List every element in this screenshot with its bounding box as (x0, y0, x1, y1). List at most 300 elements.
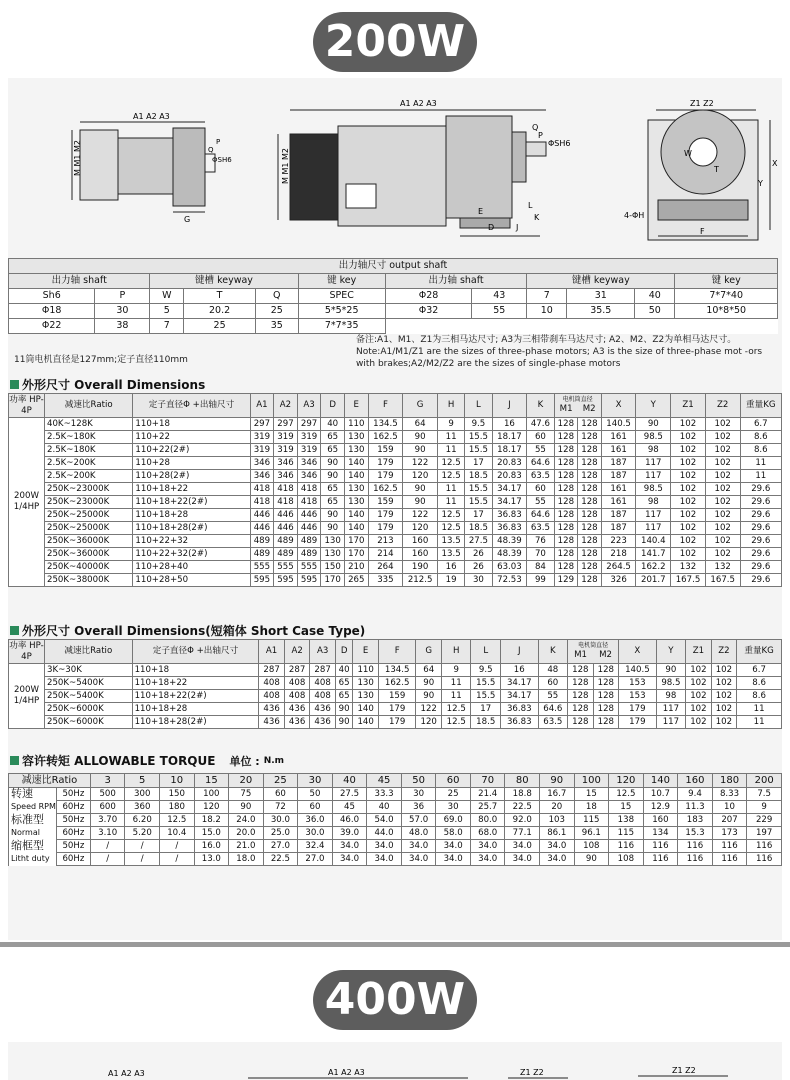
table-cell: 102 (686, 716, 712, 729)
table-cell: 13.5 (437, 548, 464, 561)
section-marker (10, 380, 19, 389)
ratio-col: 60 (436, 774, 471, 788)
table-cell: 161 (601, 444, 636, 457)
table-cell: 346 (297, 457, 321, 470)
table-cell: 15 (574, 788, 609, 801)
right-t-label: T (714, 165, 719, 174)
power-label: 200W 1/4HP (9, 418, 45, 587)
table-cell: 128 (578, 522, 602, 535)
table-cell: 16 (501, 664, 539, 677)
table-cell: 36.83 (492, 509, 527, 522)
table-cell: 418 (250, 496, 274, 509)
table-cell: 22.5 (505, 801, 540, 814)
header-col: E (344, 394, 368, 418)
table-cell: 102 (686, 690, 712, 703)
table-cell: 100 (194, 788, 229, 801)
table-cell: 18.5 (465, 522, 492, 535)
table-cell: 128 (593, 690, 619, 703)
m1-label: M1 (574, 650, 588, 660)
table-cell: 214 (368, 548, 403, 561)
table-cell: 128 (593, 664, 619, 677)
table-cell: 170 (321, 574, 345, 587)
table-cell: 130 (353, 677, 379, 690)
table-cell: 29.6 (740, 509, 781, 522)
table-row (9, 814, 782, 827)
table-cell: Φ18 (9, 304, 95, 319)
table-cell: 319 (250, 444, 274, 457)
power-badge-400w: 400W (313, 970, 477, 1030)
table-cell: 130 (344, 431, 368, 444)
table-cell: 30 (95, 304, 150, 319)
table-cell: W (150, 289, 184, 304)
table-cell: 150 (160, 788, 195, 801)
table-cell: 17 (465, 509, 492, 522)
table-cell: 65 (321, 483, 345, 496)
header-col: X (601, 394, 636, 418)
table-cell: 11 (737, 703, 782, 716)
table-cell: 75 (229, 788, 264, 801)
table-cell: 90 (321, 522, 345, 535)
motor-drawing-400w (8, 1062, 782, 1080)
table-cell: Sh6 (9, 289, 95, 304)
table-cell: 161 (601, 496, 636, 509)
table-cell: 140 (353, 703, 379, 716)
table-cell: 555 (250, 561, 274, 574)
table-cell: 17 (471, 703, 501, 716)
table-cell: 346 (250, 470, 274, 483)
table-cell: 65 (335, 690, 353, 703)
table-cell: 159 (368, 444, 403, 457)
table-cell: 179 (619, 703, 657, 716)
table-cell: 250K~38000K (45, 574, 133, 587)
table-row (9, 548, 782, 561)
table-cell: 40 (335, 664, 353, 677)
table-cell: 170 (344, 548, 368, 561)
table-cell: 179 (378, 703, 416, 716)
table-cell: 128 (554, 548, 578, 561)
table-cell: 34.0 (332, 840, 367, 853)
table-cell: 595 (274, 574, 298, 587)
table-cell: 110+22+32 (133, 535, 250, 548)
header-col: L (465, 394, 492, 418)
table-cell: 117 (636, 470, 671, 483)
table-cell: 34.0 (505, 840, 540, 853)
table-cell: Φ32 (385, 304, 471, 319)
table-cell: 12.5 (609, 788, 644, 801)
table-cell: 11 (437, 444, 464, 457)
table-cell: 54.0 (367, 814, 402, 827)
table-cell: 64 (403, 418, 438, 431)
mid-p-label: P (538, 131, 543, 140)
table-cell: 117 (636, 509, 671, 522)
table-cell: 436 (259, 703, 285, 716)
table-cell: 30 (401, 788, 436, 801)
table-cell: 72.53 (492, 574, 527, 587)
table-cell: 63.5 (527, 470, 554, 483)
table-cell: 141.7 (636, 548, 671, 561)
table-cell: 138 (609, 814, 644, 827)
table-cell: / (90, 853, 125, 866)
table-cell: 18 (574, 801, 609, 814)
table-cell: 128 (568, 703, 594, 716)
table-cell: 98.5 (636, 483, 671, 496)
table-cell: 319 (297, 444, 321, 457)
table-cell: 18.5 (471, 716, 501, 729)
table-cell: 45 (332, 801, 367, 814)
table-cell: 90 (403, 431, 438, 444)
right-h-label: 4-ΦH (624, 211, 645, 220)
table-cell: 18.17 (492, 431, 527, 444)
table-cell: 297 (274, 418, 298, 431)
table-cell: 140.5 (619, 664, 657, 677)
table-cell: P (95, 289, 150, 304)
table-cell: 32.4 (298, 840, 333, 853)
ratio-col: 80 (505, 774, 540, 788)
table-cell: 179 (368, 522, 403, 535)
table-cell: T (184, 289, 256, 304)
group-label: 标准型 (9, 814, 57, 827)
power-label: 200W 1/4HP (9, 664, 45, 729)
table-cell: 29.6 (740, 561, 781, 574)
table-cell: 34.17 (492, 483, 527, 496)
table-cell: 2.5K~180K (45, 444, 133, 457)
table-cell: 15.5 (465, 483, 492, 496)
table-cell: 34.0 (470, 840, 505, 853)
shaft-title: 出力轴尺寸 output shaft (9, 259, 778, 274)
table-cell: 36.83 (492, 522, 527, 535)
header-col: Y (636, 394, 671, 418)
table-cell: 418 (297, 483, 321, 496)
table-cell: 128 (578, 496, 602, 509)
table-cell: 120 (403, 470, 438, 483)
torque-title (10, 752, 284, 769)
power-badge-200w: 200W (313, 12, 477, 72)
table-cell: 555 (274, 561, 298, 574)
table-cell: Φ28 (385, 289, 471, 304)
section-marker (10, 756, 19, 765)
table-cell: 134.5 (378, 664, 416, 677)
table-cell: 34.0 (332, 853, 367, 866)
table-row (9, 664, 782, 677)
table-cell: 7*7*35 (298, 319, 385, 334)
table-cell: 34.0 (436, 840, 471, 853)
ratio-col: 160 (678, 774, 713, 788)
header-col: Z1 (671, 394, 706, 418)
bm-dims: A1 A2 A3 (328, 1068, 365, 1077)
table-cell: 29.6 (740, 483, 781, 496)
table-cell: 213 (368, 535, 403, 548)
table-cell: 110+28(2#) (133, 470, 250, 483)
table-cell: 3K~30K (45, 664, 133, 677)
table-cell: 27.5 (465, 535, 492, 548)
table-cell: 218 (601, 548, 636, 561)
table-cell: 167.5 (671, 574, 706, 587)
table-cell: 223 (601, 535, 636, 548)
table-cell: 128 (593, 677, 619, 690)
table-cell: 46.0 (332, 814, 367, 827)
table-cell: 34.0 (436, 853, 471, 866)
table-cell: 21.0 (229, 840, 264, 853)
table-cell: 13.0 (194, 853, 229, 866)
note-cn: 备注:A1、M1、Z1为三相马达尺寸; A3为三相带刹车马达尺寸; A2、M2、Z2为单相马达尺寸。 (356, 335, 737, 345)
table-cell: 102 (671, 431, 706, 444)
table-cell: 489 (274, 548, 298, 561)
table-row (9, 788, 782, 801)
table-cell: 102 (671, 496, 706, 509)
table-cell: 20.83 (492, 457, 527, 470)
table-cell: 98.5 (656, 677, 686, 690)
table-cell: 115 (574, 814, 609, 827)
table-cell: 65 (335, 677, 353, 690)
table-cell: 63.5 (538, 716, 568, 729)
table-cell: 210 (344, 561, 368, 574)
table-cell: 102 (711, 703, 737, 716)
header-col: K (527, 394, 554, 418)
hz-cell: 50Hz (56, 814, 90, 827)
table-cell: 116 (678, 840, 713, 853)
m2-label: M2 (599, 650, 613, 660)
table-row (9, 535, 782, 548)
table-cell: 102 (705, 509, 740, 522)
table-cell: 102 (711, 664, 737, 677)
table-cell: 128 (578, 444, 602, 457)
table-cell: 250K~6000K (45, 703, 133, 716)
table-cell: 34.17 (492, 496, 527, 509)
header-col: A2 (274, 394, 298, 418)
table-cell: 2.5K~180K (45, 431, 133, 444)
table-cell: 31 (567, 289, 635, 304)
table-cell: 128 (578, 418, 602, 431)
header-motor (568, 640, 619, 664)
table-cell: 36.83 (501, 703, 539, 716)
note-en: Note:A1/M1/Z1 are the sizes of three-phase motors; A3 is the size of three-phase mot -ors with brakes;A2/M2/Z2 are the sizes of single-phase motors (356, 347, 763, 369)
table-cell: 102 (671, 483, 706, 496)
table-cell: 436 (259, 716, 285, 729)
table-cell: 110+22+32(2#) (133, 548, 250, 561)
table-cell: 360 (125, 801, 160, 814)
table-row (9, 496, 782, 509)
table-cell: 128 (593, 703, 619, 716)
table-cell: 60 (298, 801, 333, 814)
table-cell: 43 (472, 289, 527, 304)
table-cell: 140.5 (601, 418, 636, 431)
table-cell: 34.0 (540, 853, 575, 866)
table-cell: 15.5 (471, 677, 501, 690)
header-col: Y (656, 640, 686, 664)
table-cell: 18.5 (465, 470, 492, 483)
motor-group-label: 电机筒直径 (578, 642, 609, 649)
table-cell: 128 (554, 535, 578, 548)
overall-dimensions-table (8, 393, 782, 587)
hz-cell: 50Hz (56, 788, 90, 801)
table-cell: 9.5 (465, 418, 492, 431)
table-cell: 12.5 (437, 470, 464, 483)
mid-dims-label: A1 A2 A3 (400, 99, 437, 108)
output-shaft-table (8, 258, 778, 334)
ratio-col: 100 (574, 774, 609, 788)
table-cell: 130 (353, 690, 379, 703)
table-cell: 128 (578, 483, 602, 496)
table-cell: 44.0 (367, 827, 402, 840)
table-cell: 102 (671, 470, 706, 483)
table-cell: 72 (263, 801, 298, 814)
table-cell: 10 (712, 801, 747, 814)
table-cell: 30 (465, 574, 492, 587)
table-cell: 96.1 (574, 827, 609, 840)
mid-k-label: K (534, 213, 540, 222)
table-cell: 187 (601, 509, 636, 522)
table-cell: 250K~23000K (45, 483, 133, 496)
table-cell: / (90, 840, 125, 853)
table-cell: 179 (368, 470, 403, 483)
table-cell: 55 (527, 444, 554, 457)
table-cell: 3.70 (90, 814, 125, 827)
header-col: H (441, 640, 471, 664)
table-cell: 102 (705, 522, 740, 535)
table-cell: 68.0 (470, 827, 505, 840)
table-cell: 436 (310, 716, 336, 729)
table-cell: 140.4 (636, 535, 671, 548)
table-cell: 65 (321, 496, 345, 509)
table-cell: 6.20 (125, 814, 160, 827)
table-row (9, 522, 782, 535)
table-cell: 116 (747, 840, 782, 853)
table-cell: 319 (297, 431, 321, 444)
table-cell: 162.5 (368, 483, 403, 496)
table-cell: 287 (259, 664, 285, 677)
table-cell: 250K~40000K (45, 561, 133, 574)
table-row (9, 431, 782, 444)
table-cell: 21.4 (470, 788, 505, 801)
table-cell: 446 (250, 509, 274, 522)
shaft-group: 键槽 keyway (527, 274, 675, 289)
table-cell: 60 (263, 788, 298, 801)
table-cell: 80.0 (470, 814, 505, 827)
table-cell: 110+18+28 (132, 703, 259, 716)
table-cell: 201.7 (636, 574, 671, 587)
table-cell: 11 (437, 431, 464, 444)
table-cell: 47.6 (527, 418, 554, 431)
table-cell: 29.6 (740, 496, 781, 509)
table-cell: 160 (403, 548, 438, 561)
table-cell: 134 (643, 827, 678, 840)
table-row (9, 703, 782, 716)
table-cell: 18.2 (194, 814, 229, 827)
table-row (9, 840, 782, 853)
torque-title-text: 容许转矩 ALLOWABLE TORQUE (22, 754, 216, 768)
table-cell: 110+28+40 (133, 561, 250, 574)
table-cell: 183 (678, 814, 713, 827)
table-cell: Q (256, 289, 299, 304)
group-label: Normal (9, 827, 57, 840)
table-cell: 9 (441, 664, 471, 677)
header-col: A3 (297, 394, 321, 418)
table-cell: 34.0 (505, 853, 540, 866)
header-col: A1 (259, 640, 285, 664)
table-row (9, 677, 782, 690)
table-cell: 102 (705, 483, 740, 496)
table-cell: 34.0 (540, 840, 575, 853)
header-col: F (368, 394, 403, 418)
table-cell: 134.5 (368, 418, 403, 431)
table-cell: 128 (554, 509, 578, 522)
table-cell: 265 (344, 574, 368, 587)
table-cell: 110+18+28 (133, 509, 250, 522)
table-cell: 11.3 (678, 801, 713, 814)
table-cell: 90 (403, 496, 438, 509)
table-cell: 6.7 (740, 418, 781, 431)
table-cell: 36.0 (298, 814, 333, 827)
table-cell: 34.17 (501, 677, 539, 690)
table-cell: 17 (465, 457, 492, 470)
table-cell: 50 (635, 304, 675, 319)
table-cell: 489 (297, 548, 321, 561)
table-cell: 128 (568, 677, 594, 690)
group-label: Litht duty (9, 853, 57, 866)
table-cell: 132 (671, 561, 706, 574)
table-cell: SPEC (298, 289, 385, 304)
table-cell: 110+18+22 (132, 677, 259, 690)
table-cell: 120 (416, 716, 442, 729)
table-cell: 8.33 (712, 788, 747, 801)
overall-title (10, 376, 205, 393)
table-cell: 108 (574, 840, 609, 853)
table-cell: 160 (403, 535, 438, 548)
table-cell: 110+18+22 (133, 483, 250, 496)
table-cell: 64.6 (527, 457, 554, 470)
table-cell: 595 (297, 574, 321, 587)
table-cell: 120 (403, 522, 438, 535)
table-cell: 110 (353, 664, 379, 677)
table-cell: 40K~128K (45, 418, 133, 431)
table-cell: 128 (568, 664, 594, 677)
table-cell: 25 (436, 788, 471, 801)
table-cell: 297 (250, 418, 274, 431)
table-cell: 90 (335, 716, 353, 729)
header-col: A2 (284, 640, 310, 664)
header-col: A3 (310, 640, 336, 664)
table-cell: 65 (321, 444, 345, 457)
table-cell: 11 (441, 677, 471, 690)
table-cell: 446 (297, 522, 321, 535)
table-cell: 40 (367, 801, 402, 814)
table-cell: 8.6 (737, 677, 782, 690)
table-cell: 90 (229, 801, 264, 814)
table-cell: 130 (344, 496, 368, 509)
table-cell: 102 (705, 444, 740, 457)
header-motor (554, 394, 601, 418)
table-cell: 11 (737, 716, 782, 729)
right-w-label: W (684, 149, 692, 158)
ratio-col: 30 (298, 774, 333, 788)
table-cell: 102 (711, 677, 737, 690)
table-cell: 130 (344, 444, 368, 457)
table-cell: 98 (636, 444, 671, 457)
right-x-label: X (772, 159, 778, 168)
hz-cell: 50Hz (56, 840, 90, 853)
table-cell: 436 (284, 716, 310, 729)
table-cell: 489 (250, 535, 274, 548)
table-cell: 90 (416, 677, 442, 690)
table-cell: 11 (740, 457, 781, 470)
table-cell: 18.8 (505, 788, 540, 801)
table-cell: 35 (256, 319, 299, 334)
section-marker (10, 626, 19, 635)
table-row (9, 574, 782, 587)
br-dims: Z1 Z2 (672, 1066, 696, 1075)
table-cell: 60 (527, 431, 554, 444)
table-cell: 346 (274, 470, 298, 483)
